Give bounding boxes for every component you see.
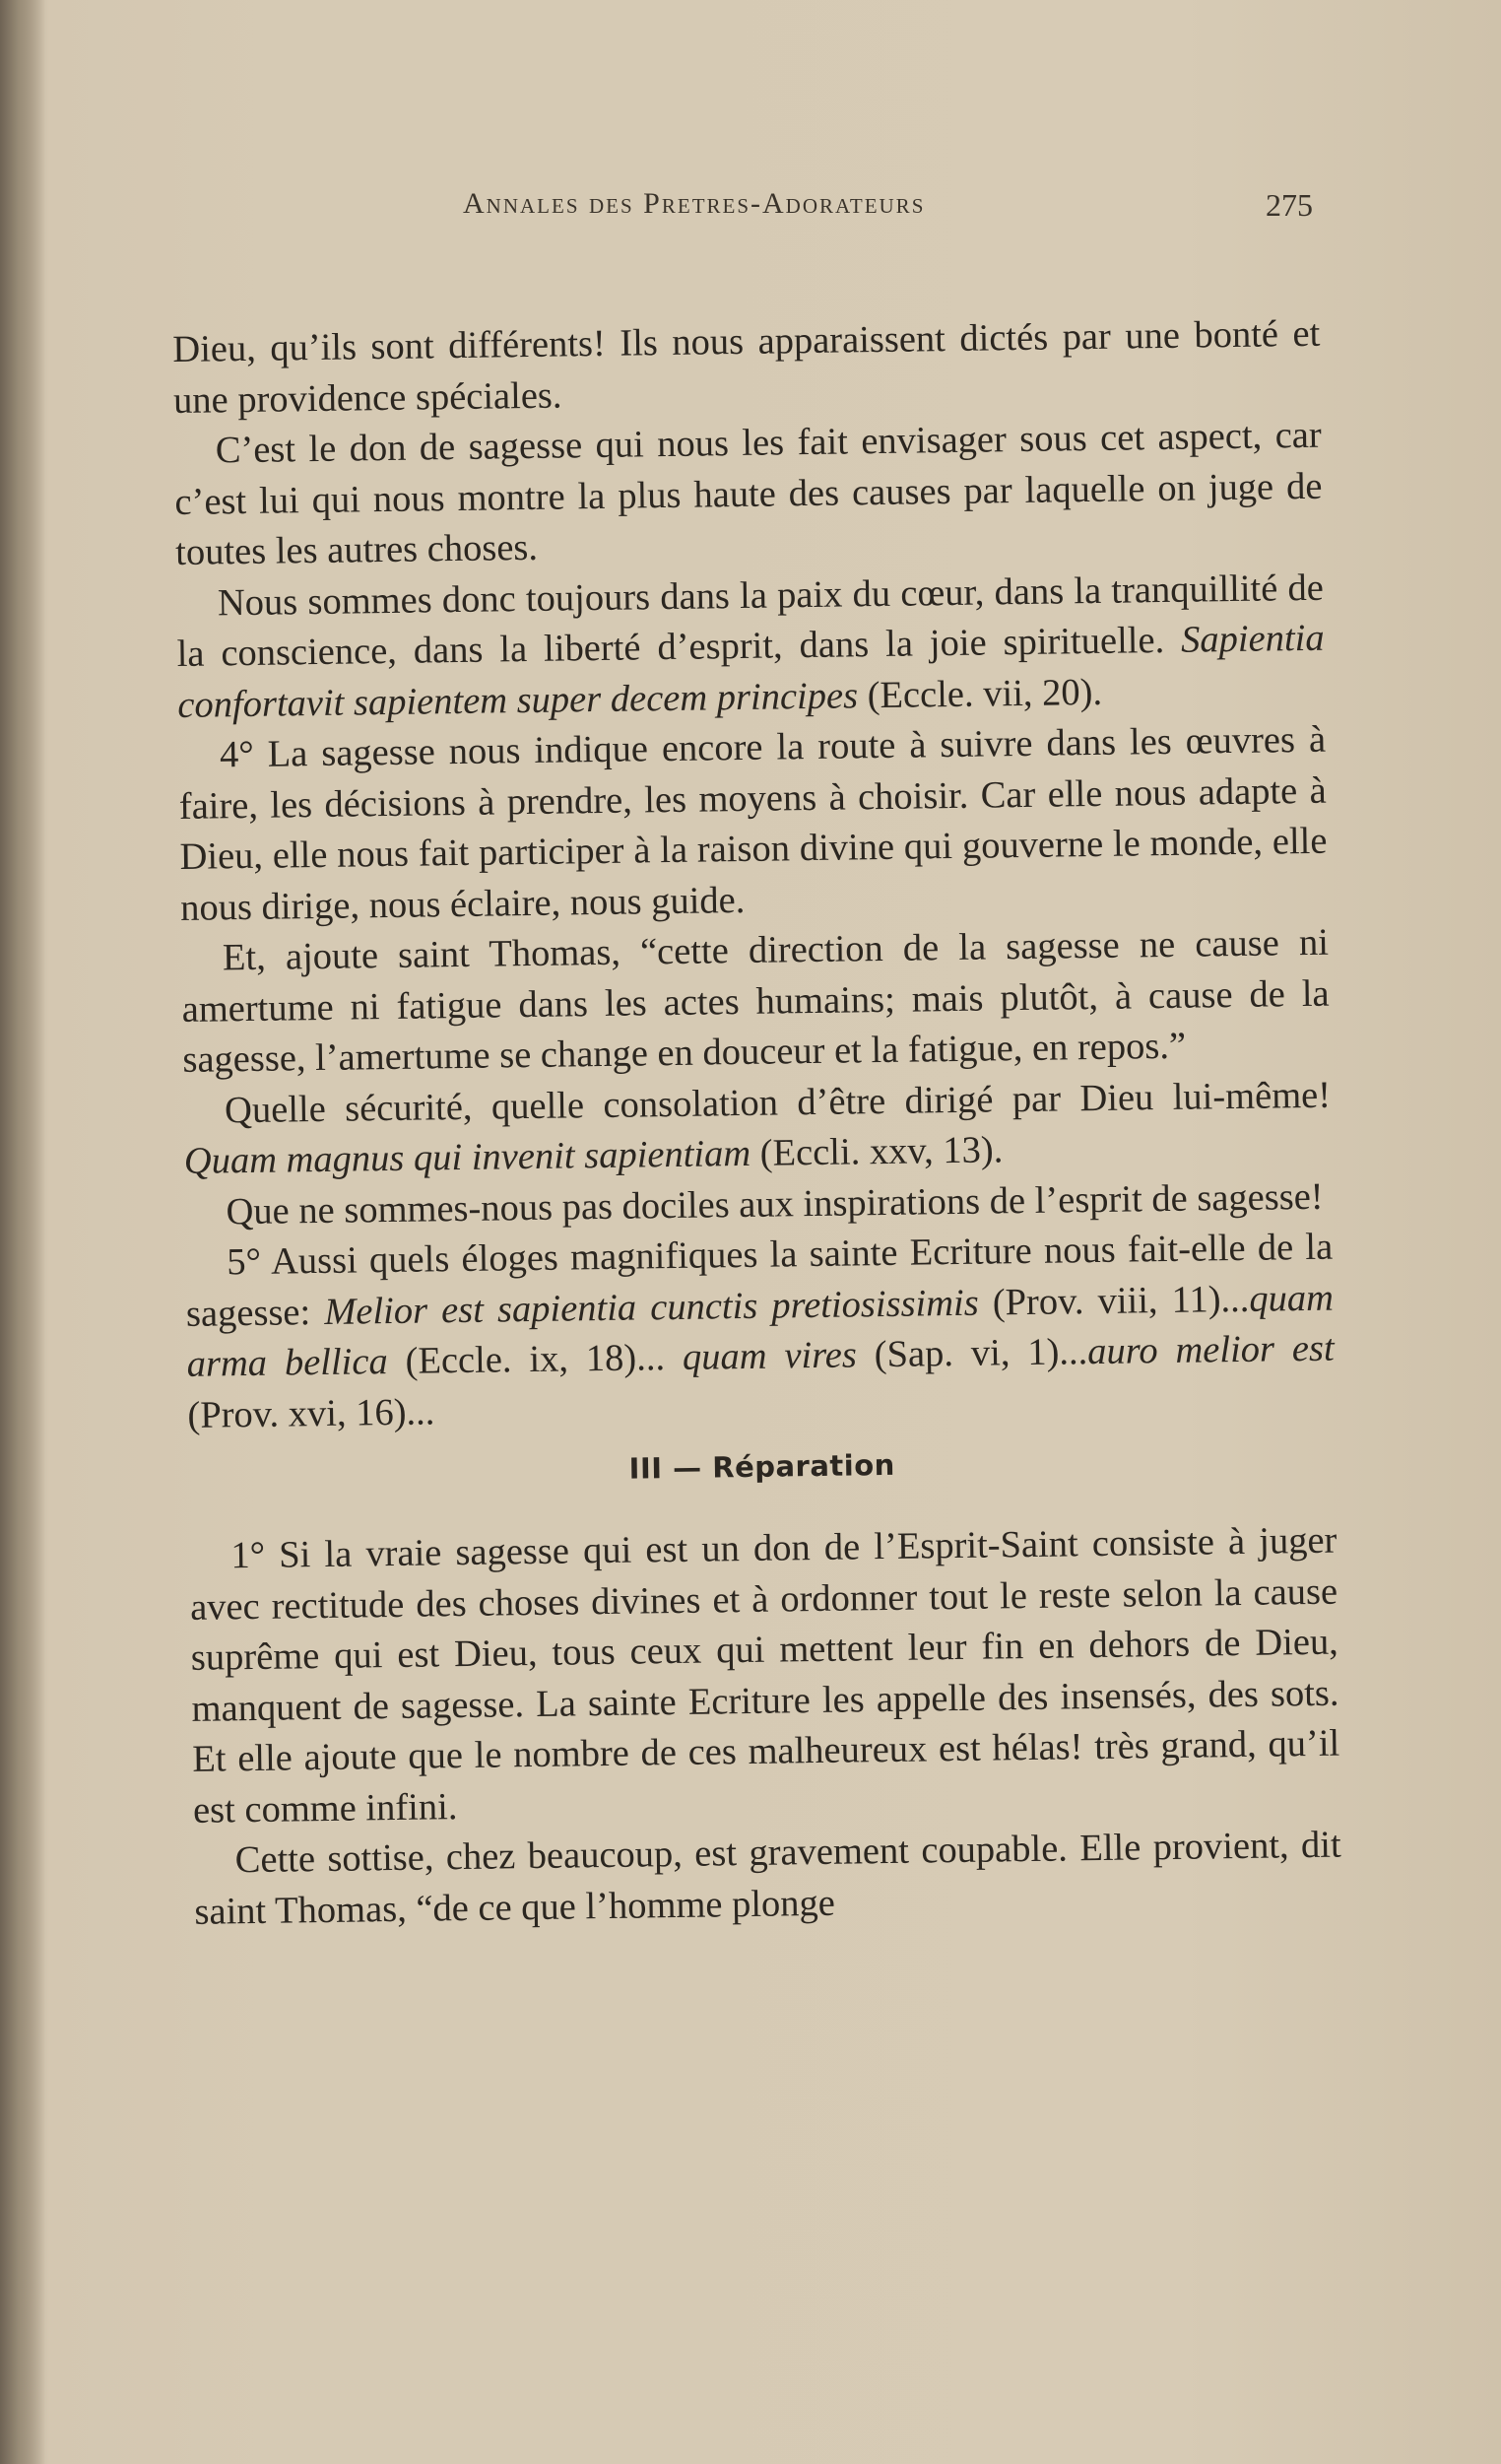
paragraph-10: Cette sottise, chez beaucoup, est gravement coupable. Elle provient, dit saint Thomas, “de ce que l’homme plonge [194, 1824, 1341, 1933]
section-title: III — Réparation [628, 1447, 896, 1486]
paragraph-7: Que ne sommes-nous pas dociles aux inspirations de l’esprit de sagesse! [226, 1175, 1324, 1232]
paragraph-5: Et, ajoute saint Thomas, “cette direction de la sagesse ne cause ni amertume ni fatigue dans les actes humains; mais plutôt, à cause de la sagesse, l’amertume se change en douceur et la fatigue, en repos.” [181, 921, 1330, 1081]
paragraph-2: C’est le don de sagesse qui nous les fait envisager sous cet aspect, car c’est lui qui nous montre la plus haute des causes par laquelle on juge de toutes les autres choses. [174, 414, 1323, 573]
latin-quote: Melior est sapientia cunctis pretiosissimis [323, 1282, 979, 1333]
page-number: 275 [1266, 187, 1313, 223]
latin-quote: Sapientia confortavit sapientem super decem principes [177, 617, 1325, 726]
latin-quote: quam arma bellica [186, 1277, 1335, 1385]
latin-quote: auro melior est [1086, 1327, 1335, 1373]
paragraph-6-text: Quelle sécurité, quelle consolation d’être dirigé par Dieu lui-même! [224, 1074, 1332, 1131]
paragraph-6 [183, 1070, 1332, 1187]
paragraph-1: Dieu, qu’ils sont différents! Ils nous apparaissent dictés par une bonté et une providence spéciales. [172, 312, 1321, 422]
running-title: Annales des Pretres-Adorateurs [463, 187, 926, 220]
paragraph-9: 1° Si la vraie sagesse qui est un don de l’Esprit-Saint consiste à juger avec rectitude des choses divines et à ordonner tout le reste selon la cause suprême qui est Dieu, tous ceux qui mettent leur fin en dehors de Dieu, manquent de sagesse. La sainte Ecriture les appelle des insensés, des sots. Et elle ajoute que le nombre de ces malheureux est hélas! très grand, qu’il est comme infini. [189, 1519, 1340, 1831]
paragraph-4: 4° La sagesse nous indique encore la route à suivre dans les œuvres à faire, les décisions à prendre, les moyens à choisir. Car elle nous adapte à Dieu, elle nous fait participer à la raison divine qui gouverne le monde, elle nous dirige, nous éclaire, nous guide. [178, 718, 1328, 929]
citation: (Prov. xvi, 16)... [187, 1390, 435, 1436]
citation: (Eccli. xxv, 13). [759, 1129, 1004, 1174]
book-gutter [0, 0, 45, 2464]
latin-quote: Quam magnus qui invenit sapientiam [183, 1132, 751, 1182]
citation: (Sap. vi, 1)... [874, 1331, 1088, 1376]
citation: (Eccle. ix, 18)... [405, 1337, 666, 1382]
body-text [172, 309, 1342, 1938]
paragraph-8-text: 5° Aussi quels éloges magnifiques la sainte Ecriture nous fait-elle de la sagesse: [185, 1226, 1334, 1335]
latin-quote: quam vires [682, 1334, 858, 1378]
citation: (Eccle. vii, 20). [867, 671, 1103, 716]
citation: (Prov. viii, 11)... [992, 1278, 1250, 1323]
paragraph-8 [185, 1223, 1336, 1441]
paragraph-3-text: Nous sommes donc toujours dans la paix du cœur, dans la tranquillité de la conscience, dans la liberté d’esprit, dans la joie spirituelle. [176, 566, 1325, 675]
paragraph-3 [176, 563, 1326, 731]
